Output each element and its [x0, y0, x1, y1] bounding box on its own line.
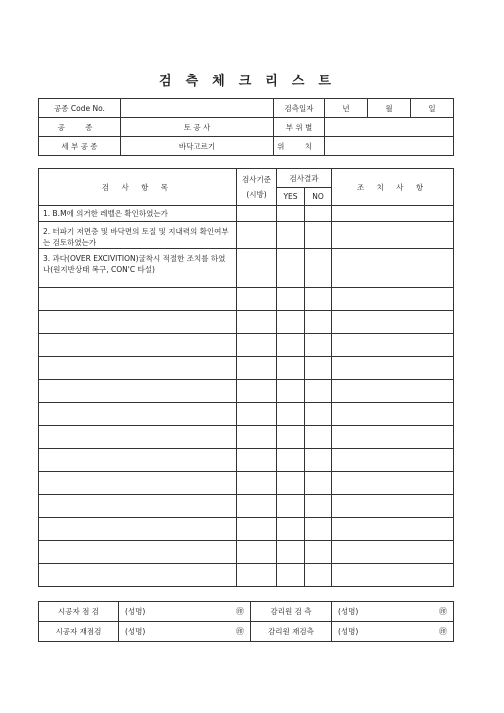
seal-icon: ㊞ — [439, 627, 447, 636]
header-standard — [237, 169, 277, 206]
action-cell — [332, 222, 454, 249]
part-value — [325, 118, 454, 137]
yes-cell[interactable] — [277, 222, 305, 249]
code-label: 공종 Code No. — [39, 99, 121, 118]
header-row-1 — [39, 169, 454, 188]
contractor-recheck-signature[interactable] — [119, 622, 251, 642]
empty-row — [39, 541, 454, 564]
empty-row — [39, 564, 454, 587]
contractor-recheck-label: 시공자 재점검 — [39, 622, 119, 642]
supervisor-reinspect-label: 감리원 재검측 — [251, 622, 332, 642]
seal-icon: ㊞ — [236, 607, 244, 616]
no-cell[interactable] — [305, 206, 332, 222]
standard-cell — [237, 249, 277, 288]
header-item: 검 사 항 목 — [39, 169, 237, 206]
supervisor-inspect-signature[interactable] — [332, 602, 454, 622]
standard-cell — [237, 222, 277, 249]
no-cell[interactable] — [305, 249, 332, 288]
header-result: 검사결과 — [277, 169, 332, 188]
sign-row-1 — [39, 602, 454, 622]
date-day: 일 — [411, 99, 454, 118]
empty-row — [39, 449, 454, 472]
checklist-item-1: 1. B.M에 의거한 레벨은 확인하였는가 — [39, 206, 237, 222]
location-label: 위 치 — [274, 137, 325, 156]
checklist-row — [39, 222, 454, 249]
action-cell — [332, 206, 454, 222]
checklist-row — [39, 249, 454, 288]
info-row-work-type — [39, 118, 454, 137]
contractor-check-signature[interactable] — [119, 602, 251, 622]
info-row-detail — [39, 137, 454, 156]
supervisor-reinspect-signature[interactable] — [332, 622, 454, 642]
signature-table — [38, 601, 454, 642]
header-action: 조 치 사 항 — [332, 169, 454, 206]
yes-cell[interactable] — [277, 206, 305, 222]
empty-row — [39, 380, 454, 403]
supervisor-inspect-label: 감리원 검 측 — [251, 602, 332, 622]
checklist-item-3: 3. 과다(OVER EXCIVITION)굴착시 적절한 조치를 하였나(원지반상태 복구, CON'C 타설) — [39, 249, 237, 288]
empty-row — [39, 403, 454, 426]
header-standard-line1: 검사기준 — [242, 175, 271, 184]
checklist-row — [39, 206, 454, 222]
empty-row — [39, 495, 454, 518]
checklist-item-2: 2. 터파기 저면층 및 바닥면의 토질 및 지내력의 확인여부는 검토하였는가 — [39, 222, 237, 249]
date-month: 월 — [368, 99, 411, 118]
work-type-label: 공 종 — [39, 118, 121, 137]
info-table — [38, 98, 454, 156]
empty-row — [39, 311, 454, 334]
signature-name-placeholder: (성명) — [338, 607, 359, 616]
sign-row-2 — [39, 622, 454, 642]
signature-name-placeholder: (성명) — [338, 627, 359, 636]
empty-row — [39, 426, 454, 449]
code-value — [121, 99, 274, 118]
yes-cell[interactable] — [277, 249, 305, 288]
standard-cell — [237, 206, 277, 222]
inspection-date-label: 검측일자 — [274, 99, 325, 118]
header-standard-line2: (시방) — [246, 190, 267, 199]
header-yes: YES — [277, 188, 305, 206]
document-title: 검측체크리스트 — [159, 74, 345, 89]
header-no: NO — [305, 188, 332, 206]
empty-row — [39, 357, 454, 380]
part-label: 부 위 별 — [274, 118, 325, 137]
work-type-value: 토 공 사 — [121, 118, 274, 137]
info-row-code — [39, 99, 454, 118]
signature-name-placeholder: (성명) — [125, 607, 146, 616]
signature-name-placeholder: (성명) — [125, 627, 146, 636]
location-value — [325, 137, 454, 156]
empty-row — [39, 334, 454, 357]
contractor-check-label: 시공자 점 검 — [39, 602, 119, 622]
empty-row — [39, 518, 454, 541]
detail-work-value: 바닥고르기 — [121, 137, 274, 156]
action-cell — [332, 249, 454, 288]
seal-icon: ㊞ — [439, 607, 447, 616]
checklist-table — [38, 168, 454, 587]
seal-icon: ㊞ — [236, 627, 244, 636]
detail-work-label: 세 부 공 종 — [39, 137, 121, 156]
no-cell[interactable] — [305, 222, 332, 249]
empty-row — [39, 288, 454, 311]
empty-row — [39, 472, 454, 495]
date-year: 년 — [325, 99, 368, 118]
